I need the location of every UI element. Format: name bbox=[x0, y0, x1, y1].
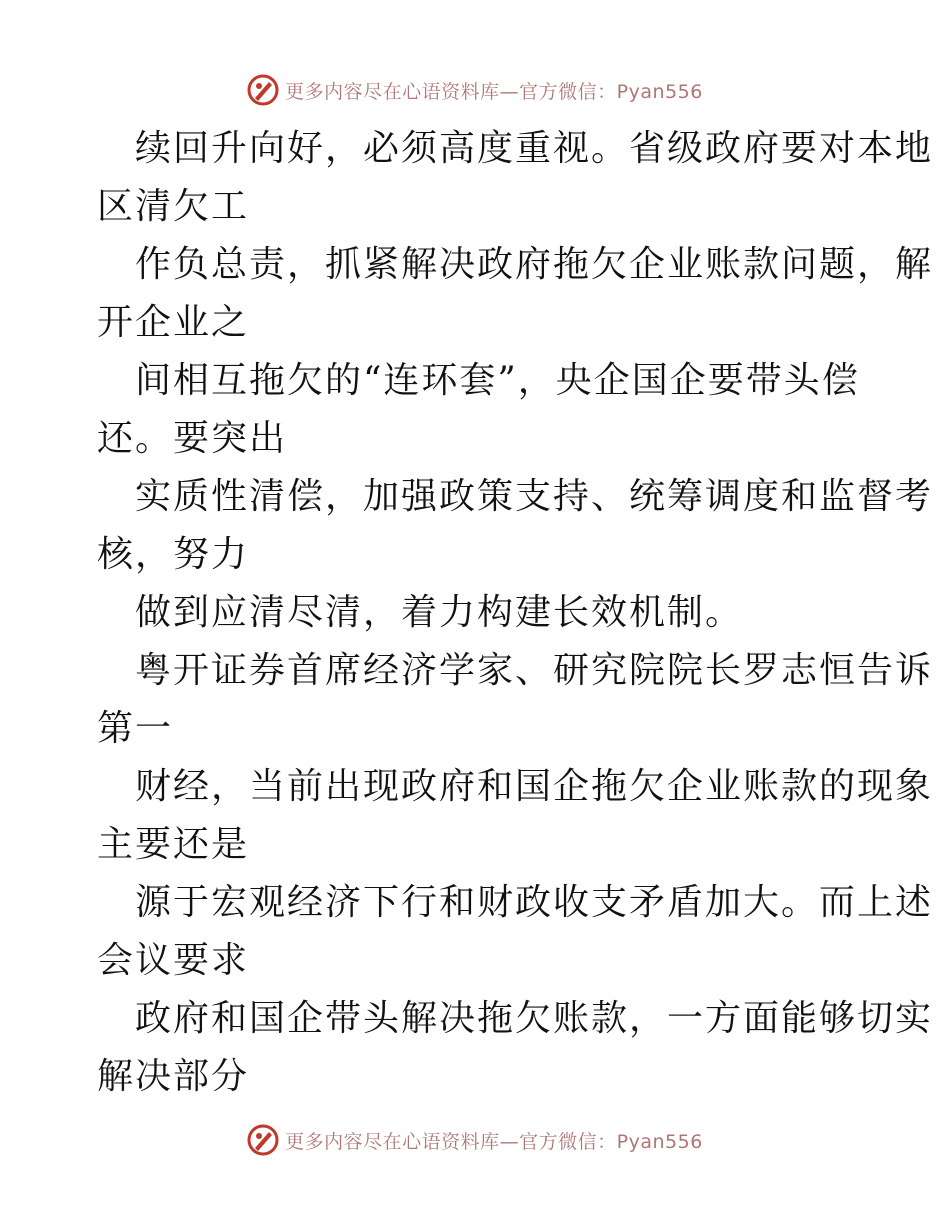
paragraph-line: 实质性清偿，加强政策支持、统筹调度和监督考 bbox=[135, 476, 934, 517]
paragraph-line: 粤开证券首席经济学家、研究院院长罗志恒告诉 bbox=[135, 650, 934, 691]
paragraph-2 bbox=[97, 236, 934, 352]
paragraph-line: 做到应清尽清，着力构建长效机制。 bbox=[135, 592, 744, 633]
paragraph-line: 间相互拖欠的“连环套”，央企国企要带头偿 bbox=[135, 360, 860, 401]
paragraph-1 bbox=[97, 120, 934, 236]
red-quill-logo-icon bbox=[247, 1124, 279, 1156]
paragraph-line: 源于宏观经济下行和财政收支矛盾加大。而上述 bbox=[135, 882, 934, 923]
paragraph-9 bbox=[97, 990, 934, 1106]
header-banner-text: 更多内容尽在心语资料库—官方微信：Pyan556 bbox=[285, 80, 703, 103]
paragraph-7 bbox=[97, 758, 934, 874]
paragraph-line: 第一 bbox=[97, 708, 174, 749]
document-body bbox=[97, 120, 934, 1106]
paragraph-4 bbox=[97, 468, 934, 584]
paragraph-line: 还。要突出 bbox=[97, 418, 288, 459]
paragraph-5 bbox=[97, 584, 877, 642]
paragraph-line: 续回升向好，必须高度重视。省级政府要对本地 bbox=[135, 128, 934, 169]
red-quill-logo-icon bbox=[247, 74, 279, 106]
footer-banner-text: 更多内容尽在心语资料库—官方微信：Pyan556 bbox=[285, 1130, 703, 1153]
paragraph-line: 区清欠工 bbox=[97, 186, 250, 227]
paragraph-line: 作负总责，抓紧解决政府拖欠企业账款问题，解 bbox=[135, 244, 934, 285]
paragraph-line: 政府和国企带头解决拖欠账款，一方面能够切实 bbox=[135, 998, 934, 1039]
paragraph-6 bbox=[97, 642, 934, 758]
paragraph-line: 主要还是 bbox=[97, 824, 250, 865]
paragraph-3 bbox=[97, 352, 877, 468]
paragraph-line: 解决部分 bbox=[97, 1056, 250, 1097]
paragraph-line: 财经，当前出现政府和国企拖欠企业账款的现象 bbox=[135, 766, 934, 807]
paragraph-line: 开企业之 bbox=[97, 302, 250, 343]
paragraph-8 bbox=[97, 874, 934, 990]
header-banner bbox=[0, 70, 950, 110]
footer-banner bbox=[0, 1120, 950, 1160]
paragraph-line: 核，努力 bbox=[97, 534, 250, 575]
paragraph-line: 会议要求 bbox=[97, 940, 250, 981]
